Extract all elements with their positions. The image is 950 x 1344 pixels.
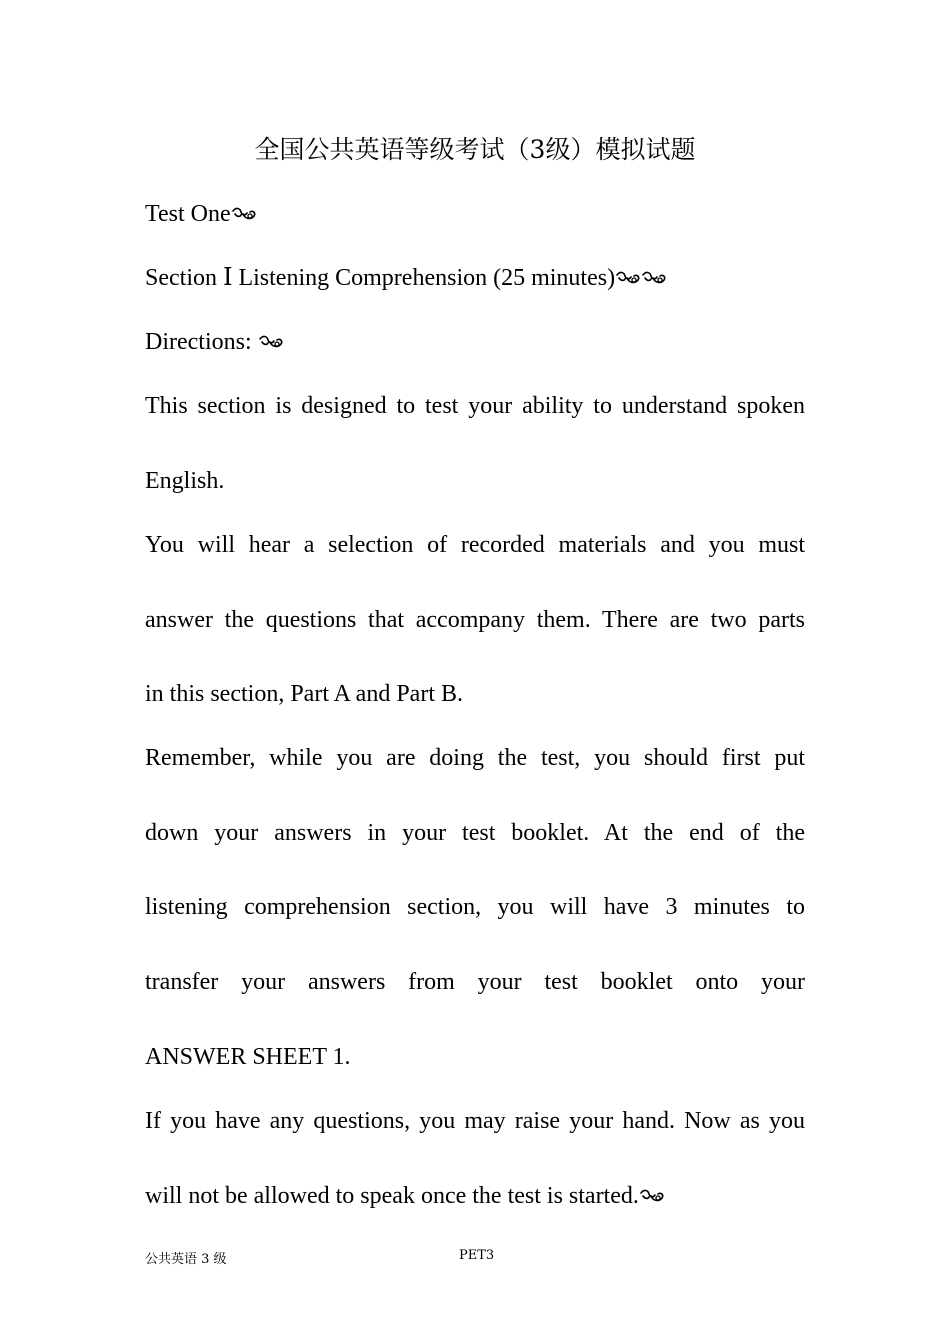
test-heading-text: Test One — [145, 201, 231, 227]
paragraph-3-line-5: ANSWER SHEET 1. — [145, 1044, 351, 1070]
paragraph-mark-icon — [231, 205, 257, 223]
paragraph-mark-icon — [641, 269, 667, 287]
paragraph-2-line-3: in this section, Part A and Part B. — [145, 681, 463, 707]
paragraph-mark-icon — [639, 1187, 665, 1205]
paragraph-1-line-1: This section is designed to test your ability to understand spoken — [145, 393, 805, 419]
paragraph-3-line-4: transfer your answers from your test booklet onto your — [145, 969, 805, 995]
paragraph-3-line-3: listening comprehension section, you will have 3 minutes to — [145, 894, 805, 920]
directions-heading-text: Directions: — [145, 329, 258, 355]
paragraph-4-line-2 — [145, 1181, 805, 1211]
footer-center: PET3 — [459, 1248, 495, 1263]
paragraph-mark-icon — [258, 333, 284, 351]
paragraph-2-line-1: You will hear a selection of recorded materials and you must — [145, 532, 805, 558]
paragraph-mark-icon — [615, 269, 641, 287]
paragraph-4-line-2-text: will not be allowed to speak once the test is started. — [145, 1183, 639, 1209]
directions-heading — [145, 327, 805, 357]
paragraph-2-line-2: answer the questions that accompany them. There are two parts — [145, 607, 805, 633]
test-heading — [145, 199, 805, 229]
paragraph-3-line-1: Remember, while you are doing the test, you should first put — [145, 745, 805, 771]
section-heading-text: Section Ⅰ Listening Comprehension (25 minutes) — [145, 265, 616, 291]
paragraph-1-line-2: English. — [145, 468, 225, 494]
paragraph-3-line-2: down your answers in your test booklet. At the end of the — [145, 820, 805, 846]
footer-left: 公共英语 3 级 — [145, 1252, 227, 1267]
section-heading — [145, 263, 805, 293]
document-title: 全国公共英语等级考试（3级）模拟试题 — [254, 135, 696, 164]
paragraph-4-line-1: If you have any questions, you may raise your hand. Now as you — [145, 1108, 805, 1134]
